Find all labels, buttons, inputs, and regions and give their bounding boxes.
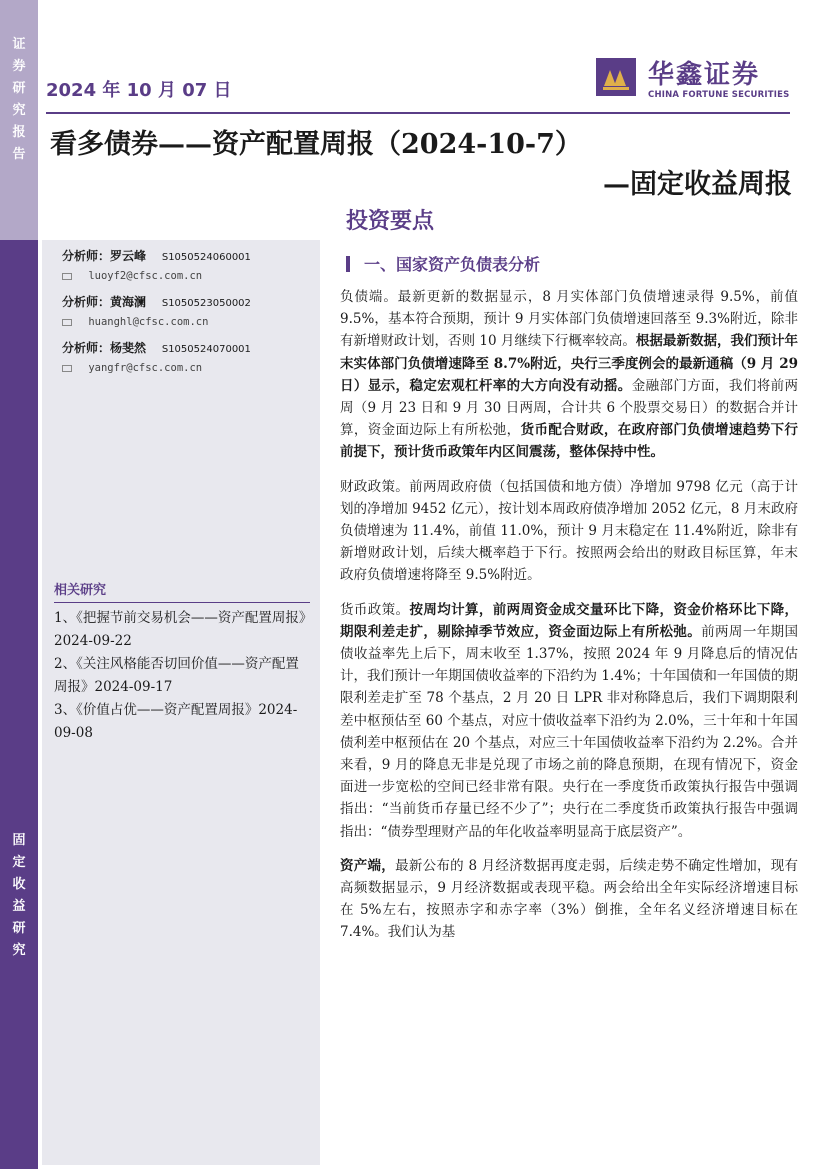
report-title: 看多债券——资产配置周报（2024-10-7） — [50, 129, 582, 160]
related-research-link[interactable]: 3、《价值占优——资产配置周报》2024-09-08 — [54, 702, 298, 741]
analyst-email-link[interactable]: huanghl@cfsc.com.cn — [88, 316, 209, 328]
envelope-icon — [62, 365, 72, 372]
logo-text-cn: 华鑫证券 — [648, 60, 761, 90]
analyst-name: 分析师：杨斐然 — [62, 341, 147, 355]
paragraph-emphasis: 货币配合财政，在政府部门负债增速趋势下行前提下，预计货币政策年内区间震荡，整体保持中性。 — [340, 422, 798, 461]
envelope-icon — [62, 273, 72, 280]
side-label-category — [0, 830, 38, 962]
analyst-email-link[interactable]: yangfr@cfsc.com.cn — [88, 362, 203, 374]
report-subtitle: —固定收益周报 — [603, 169, 792, 200]
info-sidebar — [42, 240, 320, 1165]
paragraph-text: 财政政策。前两周政府债（包括国债和地方债）净增加 9798 亿元（高于计划的净增加 9452 亿元），按计划本周政府债净增加 2052 亿元，8 月末政府负债增速为 11.4%，前值 11.0%，预计 9 月末稳定在 11.4%附近，除非有新增财政计划，后续大概率趋于下行。按照两会给出的财政目标匡算，年末政府负债增速将降至 9.5%附近。 — [340, 478, 798, 584]
report-date: 2024 年 10 月 07 日 — [46, 80, 232, 101]
analyst-license-id: S1050523050002 — [161, 298, 251, 309]
heading-bullet-icon — [346, 256, 350, 272]
envelope-icon — [62, 319, 72, 326]
logo-text-en: CHINA FORTUNE SECURITIES — [648, 90, 790, 100]
related-research-title: 相关研究 — [54, 583, 107, 598]
analyst-entry — [62, 246, 312, 292]
analyst-email-link[interactable]: luoyf2@cfsc.com.cn — [88, 270, 203, 282]
paragraph-monetary-policy — [340, 599, 798, 843]
header-divider — [46, 112, 790, 114]
analyst-license-id: S1050524060001 — [161, 252, 251, 263]
related-research — [54, 580, 310, 745]
body-subheading-text: 一、国家资产负债表分析 — [364, 255, 541, 274]
paragraph-text: 最新公布的 8 月经济数据再度走弱，后续走势不确定性增加，现有高频数据显示，9 月经济数据或表现平稳。两会给出全年实际经济增速目标在 5%左右，按照赤字和赤字率（3%）倒推，全年名义经济增速目标在 7.4%。我们认为基 — [340, 857, 799, 941]
main-body — [340, 250, 798, 956]
side-char: 券 — [12, 59, 26, 74]
related-research-link[interactable]: 2、《关注风格能否切回价值——资产配置周报》2024-09-17 — [54, 656, 299, 695]
side-char: 究 — [12, 943, 26, 958]
side-char: 研 — [12, 921, 26, 936]
analyst-entry — [62, 338, 312, 384]
logo-mark-icon — [596, 58, 636, 96]
paragraph-emphasis: 根据最新数据，我们预计年末实体部门负债增速降至 8.7%附近，央行三季度例会的最新通稿（9 月 29 日）显示，稳定宏观杠杆率的大方向没有动摇。 — [340, 333, 798, 394]
analyst-list — [62, 246, 312, 384]
side-char: 益 — [12, 899, 26, 914]
body-subheading — [340, 250, 798, 286]
side-char: 固 — [12, 833, 26, 848]
paragraph-fiscal-policy — [340, 476, 798, 587]
related-research-link[interactable]: 1、《把握节前交易机会——资产配置周报》2024-09-22 — [54, 610, 306, 649]
paragraph-emphasis: 按周均计算，前两周资金成交量环比下降，资金价格环比下降，期限利差走扩，剔除掉季节效应，资金面边际上有所松弛。 — [340, 601, 798, 640]
related-research-divider — [54, 602, 310, 603]
side-label-report-type — [0, 34, 38, 166]
side-char: 收 — [12, 877, 26, 892]
side-band — [0, 0, 38, 1169]
paragraph-text: 货币政策。 — [340, 601, 410, 618]
company-logo — [596, 56, 796, 106]
section-heading: 投资要点 — [346, 208, 435, 234]
analyst-name: 分析师：黄海澜 — [62, 295, 147, 309]
paragraph-text: 金融部门方面，我们将前两周（9 月 23 日和 9 月 30 日两周，合计共 6 个股票交易日）的数据合并计算，资金面边际上有所松弛， — [340, 377, 798, 439]
paragraph-text: 负债端。最新更新的数据显示，8 月实体部门负债增速录得 9.5%，前值 9.5%，基本符合预期，预计 9 月实体部门负债增速回落至 9.3%附近，除非有新增财政计划，否则 10 月继续下行概率较高。 — [340, 289, 798, 350]
analyst-name: 分析师：罗云峰 — [62, 249, 147, 263]
side-char: 究 — [12, 103, 26, 118]
analyst-entry — [62, 292, 312, 338]
paragraph-assets — [340, 855, 798, 944]
side-char: 研 — [12, 81, 26, 96]
analyst-license-id: S1050524070001 — [161, 344, 251, 355]
side-char: 定 — [12, 855, 26, 870]
side-char: 告 — [12, 147, 26, 162]
paragraph-text: 前两周一年期国债收益率先上后下，周末收至 1.37%，按照 2024 年 9 月降息后的情况估计，我们预计一年期国债收益率的下沿约为 1.4%；十年国债和一年国债的期限利差走扩至 78 个基点，2 月 20 日 LPR 非对称降息后，我们下调期限利差中枢预估至 60 个基点，对应十债收益率下沿约为 2.0%，三十年和十年国债利差中枢预估在 20 个基点，对应三十年国债收益率下沿约为 2.2%。合并来看，9 月的降息无非是兑现了市场之前的降息预期，在现有情况下，资金面进一步宽松的空间已经非常有限。央行在一季度货币政策执行报告中强调指出：“当前货币存量已经不少了”；央行在二季度货币政策执行报告中强调指出：“债券型理财产品的年化收益率明显高于底层资产”。 — [340, 623, 798, 840]
paragraph-emphasis: 资产端， — [340, 857, 396, 874]
side-char: 证 — [12, 37, 26, 52]
paragraph-liabilities — [340, 286, 798, 464]
side-char: 报 — [12, 125, 26, 140]
